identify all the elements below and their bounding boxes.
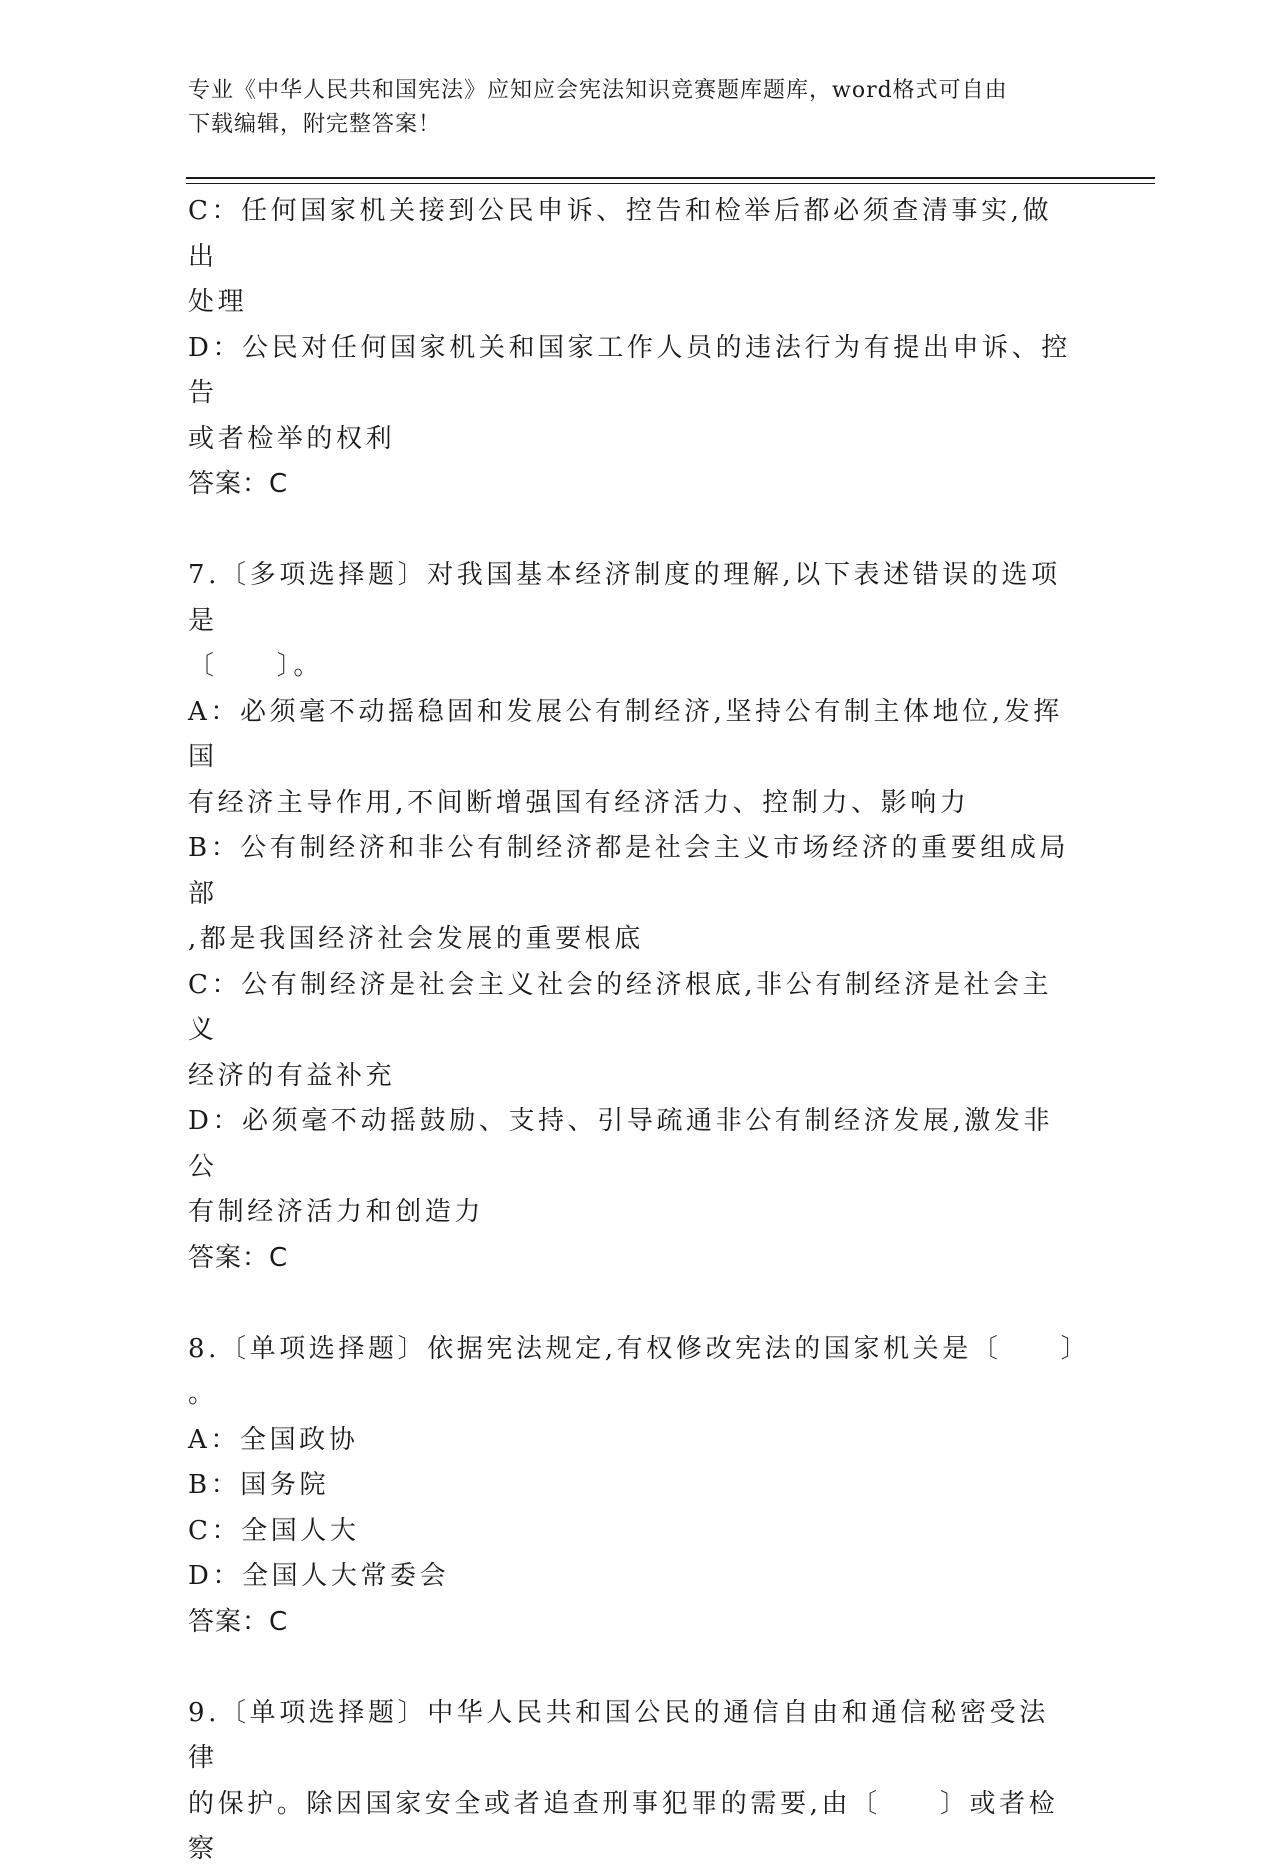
q9-stem-line-2: 的保护。除因国家安全或者追查刑事犯罪的需要,由〔 〕或者检察 (188, 1788, 1059, 1864)
q7-option-b-line-2: ,都是我国经济社会发展的重要根底 (188, 924, 644, 954)
header-divider-thick (186, 177, 1155, 179)
document-header (188, 74, 1068, 142)
q6-option-c-line-2: 处理 (188, 287, 248, 317)
q7-option-d-line-1: D：必须毫不动摇鼓励、支持、引导疏通非公有制经济发展,激发非公 (188, 1106, 1054, 1182)
q7-answer: 答案：C (188, 1242, 289, 1273)
q8-option-b: B：国务院 (188, 1470, 330, 1500)
q7-option-c-line-1: C：公有制经济是社会主义社会的经济根底,非公有制经济是社会主义 (188, 969, 1053, 1045)
q6-answer: 答案：C (188, 469, 289, 499)
q8-option-a: A：全国政协 (188, 1424, 359, 1455)
q7-option-a-line-2: 有经济主导作用,不间断增强国有经济活力、控制力、影响力 (188, 787, 970, 818)
q7-option-d-line-2: 有制经济活力和创造力 (188, 1197, 485, 1227)
q7-stem-line-1: 7.〔多项选择题〕对我国基本经济制度的理解,以下表述错误的选项是 (188, 560, 1061, 636)
q8-answer: 答案：C (188, 1606, 289, 1637)
q8-stem-line-2: 。 (188, 1379, 218, 1409)
q7-option-a-line-1: A：必须毫不动摇稳固和发展公有制经济,坚持公有制主体地位,发挥国 (188, 696, 1063, 772)
q8-option-c: C：全国人大 (188, 1515, 360, 1546)
q6-option-d-line-1: D：公民对任何国家机关和国家工作人员的违法行为有提出申诉、控告 (188, 332, 1071, 408)
header-divider-thin (186, 183, 1155, 184)
q8-option-d: D：全国人大常委会 (188, 1561, 450, 1591)
spacer (188, 1645, 1078, 1691)
header-line-1: 专业《中华人民共和国宪法》应知应会宪法知识竞赛题库题库，word格式可自由 (188, 78, 1008, 103)
q8-stem-line-1: 8.〔单项选择题〕依据宪法规定,有权修改宪法的国家机关是〔 〕 (188, 1333, 1091, 1364)
q9-stem-line-1: 9.〔单项选择题〕中华人民共和国公民的通信自由和通信秘密受法律 (188, 1697, 1049, 1773)
spacer (188, 508, 1078, 554)
q6-option-d-line-2: 或者检举的权利 (188, 423, 396, 454)
question-list (188, 189, 1091, 1873)
q7-stem-line-2: 〔 〕。 (188, 651, 324, 681)
q7-option-c-line-2: 经济的有益补充 (188, 1060, 396, 1091)
spacer (188, 1281, 1078, 1327)
header-line-2: 下载编辑，附完整答案！ (188, 112, 442, 137)
q6-option-c-line-1: C：任何国家机关接到公民申诉、控告和检举后都必须查清事实,做出 (188, 196, 1053, 272)
q7-option-b-line-1: B：公有制经济和非公有制经济都是社会主义市场经济的重要组成局部 (188, 833, 1070, 909)
